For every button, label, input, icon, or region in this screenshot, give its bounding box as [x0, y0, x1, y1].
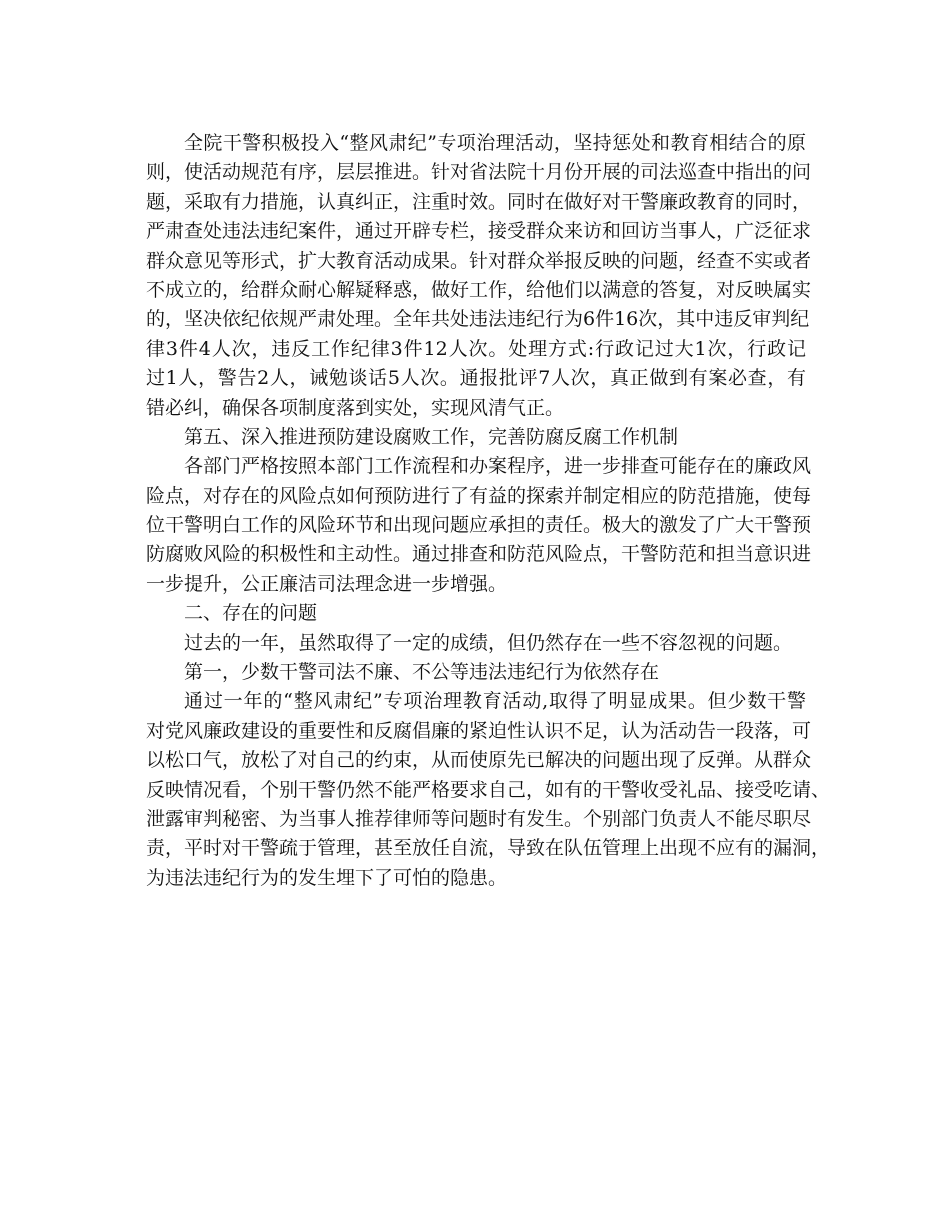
paragraph-line: 律3件4人次，违反工作纪律3件12人次。处理方式:行政记过大1次，行政记 [146, 337, 806, 360]
paragraph-line: 防腐败风险的积极性和主动性。通过排查和防范风险点，干警防范和担当意识进 [146, 543, 812, 566]
paragraph-line: 过去的一年，虽然取得了一定的成绩，但仍然存在一些不容忽视的问题。 [184, 631, 793, 654]
paragraph-line: 位干警明白工作的风险环节和出现问题应承担的责任。极大的激发了广大干警预 [146, 514, 812, 537]
paragraph-line: 群众意见等形式，扩大教育活动成果。针对群众举报反映的问题，经查不实或者 [146, 249, 812, 272]
paragraph-line: 一步提升，公正廉洁司法理念进一步增强。 [146, 572, 508, 595]
paragraph-line: 题，采取有力措施，认真纠正，注重时效。同时在做好对干警廉政教育的同时， [146, 190, 812, 213]
paragraph-line: 各部门严格按照本部门工作流程和办案程序，进一步排查可能存在的廉政风 [184, 455, 812, 478]
section-heading: 第五、深入推进预防建设腐败工作，完善防腐反腐工作机制 [184, 425, 679, 448]
paragraph-line: 对党风廉政建设的重要性和反腐倡廉的紧迫性认识不足，认为活动告一段落，可 [146, 719, 812, 742]
paragraph-line: 过1人，警告2人，诫勉谈话5人次。通报批评7人次，真正做到有案必查，有 [146, 367, 806, 390]
paragraph-line: 以松口气，放松了对自己的约束，从而使原先已解决的问题出现了反弹。从群众 [146, 749, 812, 772]
paragraph-line: 险点，对存在的风险点如何预防进行了有益的探索并制定相应的防范措施，使每 [146, 484, 812, 507]
paragraph-line: 责，平时对干警疏于管理，甚至放任自流，导致在队伍管理上出现不应有的漏洞， [146, 837, 831, 860]
paragraph-line: 全院干警积极投入“整风肃纪”专项治理活动，坚持惩处和教育相结合的原 [184, 132, 806, 154]
document-body [146, 129, 831, 893]
paragraph-line: 严肃查处违法违纪案件，通过开辟专栏，接受群众来访和回访当事人，广泛征求 [146, 220, 812, 243]
paragraph-line: 通过一年的“整风肃纪”专项治理教育活动,取得了明显成果。但少数干警 [184, 690, 806, 713]
paragraph-line: 为违法违纪行为的发生埋下了可怕的隐患。 [146, 866, 508, 889]
paragraph-line: 错必纠，确保各项制度落到实处，实现风清气正。 [146, 396, 565, 419]
paragraph-line: 的，坚决依纪依规严肃处理。全年共处违法违纪行为6件16次，其中违反审判纪 [146, 308, 810, 331]
paragraph-line: 不成立的，给群众耐心解疑释惑，做好工作，给他们以满意的答复，对反映属实 [146, 278, 812, 301]
paragraph-line: 泄露审判秘密、为当事人推荐律师等问题时有发生。个别部门负责人不能尽职尽 [146, 807, 812, 830]
section-heading: 第一，少数干警司法不廉、不公等违法违纪行为依然存在 [184, 661, 660, 684]
paragraph-line: 反映情况看，个别干警仍然不能严格要求自己，如有的干警收受礼品、接受吃请、 [146, 778, 831, 801]
section-heading: 二、存在的问题 [184, 602, 318, 625]
paragraph-line: 则，使活动规范有序，层层推进。针对省法院十月份开展的司法巡查中指出的问 [146, 161, 812, 184]
